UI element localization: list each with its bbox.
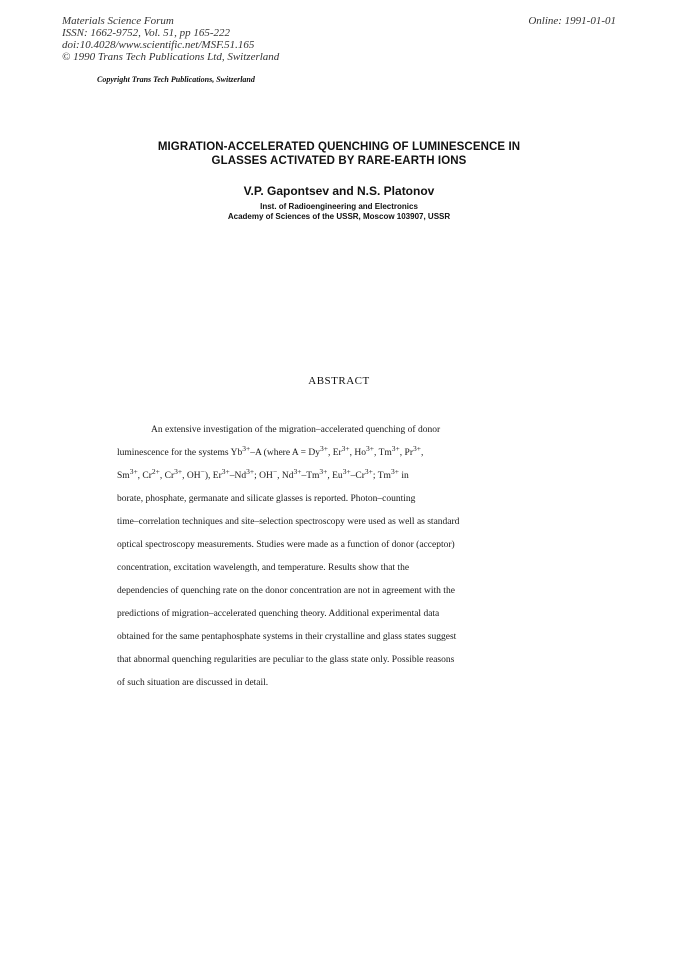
abstract-line	[117, 465, 547, 488]
scan-copyright-stamp: Copyright Trans Tech Publications, Switzerland	[97, 75, 255, 84]
text-run: –Tm	[301, 471, 320, 481]
text-run: , Tm	[374, 448, 392, 458]
text-run: , Ho	[349, 448, 367, 458]
online-date: Online: 1991-01-01	[528, 15, 616, 27]
text-run: Sm	[117, 471, 130, 481]
doi-line: doi:10.4028/www.scientific.net/MSF.51.165	[62, 39, 255, 51]
abstract-line: predictions of migration–accelerated quenching theory. Additional experimental data	[117, 609, 440, 619]
text-run: –Cr	[350, 471, 365, 481]
abstract-line: An extensive investigation of the migration–accelerated quenching of donor	[151, 425, 441, 435]
superscript: 3+	[342, 467, 351, 476]
text-run: –Nd	[229, 471, 247, 481]
superscript: 3+	[221, 467, 230, 476]
text-run: , OH	[182, 471, 201, 481]
abstract-heading: ABSTRACT	[308, 375, 370, 387]
text-run: in	[398, 471, 409, 481]
issn-line: ISSN: 1662-9752, Vol. 51, pp 165-222	[62, 27, 231, 39]
journal-name: Materials Science Forum	[62, 15, 174, 27]
text-run: ; Tm	[372, 471, 391, 481]
superscript: 3+	[412, 444, 421, 453]
superscript: 3+	[319, 444, 328, 453]
abstract-line: of such situation are discussed in detail.	[117, 678, 269, 688]
title-line-2: GLASSES ACTIVATED BY RARE-EARTH IONS	[211, 155, 467, 167]
text-run: ; OH	[254, 471, 273, 481]
superscript: 3+	[390, 467, 399, 476]
abstract-line	[117, 442, 547, 465]
superscript: −	[200, 467, 205, 476]
superscript: 3+	[341, 444, 350, 453]
text-run: , Eu	[327, 471, 343, 481]
superscript: 3+	[129, 467, 138, 476]
text-run: –A (where A = Dy	[250, 448, 320, 458]
affiliation-line-1: Inst. of Radioengineering and Electronics	[260, 202, 418, 211]
superscript: 2+	[151, 467, 160, 476]
affiliation	[0, 202, 678, 222]
superscript: 3+	[242, 444, 251, 453]
text-run: , Cr	[137, 471, 152, 481]
affiliation-line-2: Academy of Sciences of the USSR, Moscow 103907, USSR	[227, 212, 451, 221]
text-run: ,	[420, 448, 424, 458]
abstract-line: time–correlation techniques and site–selection spectroscopy were used as well as standard	[117, 517, 460, 527]
publication-header	[62, 15, 279, 63]
superscript: 3+	[174, 467, 183, 476]
authors: V.P. Gapontsev and N.S. Platonov	[243, 184, 435, 198]
abstract-line: that abnormal quenching regularities are peculiar to the glass state only. Possible reasons	[117, 655, 455, 665]
abstract-line: dependencies of quenching rate on the donor concentration are not in agreement with the	[117, 586, 455, 596]
abstract-line: optical spectroscopy measurements. Studies were made as a function of donor (acceptor)	[117, 540, 455, 550]
paper-title	[0, 140, 678, 168]
superscript: 3+	[364, 467, 373, 476]
text-run: , Pr	[399, 448, 413, 458]
abstract-body	[117, 419, 547, 695]
title-line-1: MIGRATION-ACCELERATED QUENCHING OF LUMINESCENCE IN	[157, 141, 521, 153]
superscript: 3+	[319, 467, 328, 476]
text-run: , Cr	[159, 471, 175, 481]
superscript: −	[272, 467, 278, 476]
text-run: luminescence for the systems Yb	[117, 448, 243, 458]
superscript: 3+	[391, 444, 400, 453]
superscript: 3+	[293, 467, 302, 476]
copyright-line: © 1990 Trans Tech Publications Ltd, Switzerland	[62, 51, 280, 63]
text-run: , Nd	[277, 471, 294, 481]
text-run: ), Er	[204, 471, 222, 481]
abstract-line: borate, phosphate, germanate and silicate glasses is reported. Photon–counting	[117, 494, 416, 504]
superscript: 3+	[246, 467, 255, 476]
abstract-line: obtained for the same pentaphosphate systems in their crystalline and glass states suggest	[117, 632, 457, 642]
abstract-line: concentration, excitation wavelength, and temperature. Results show that the	[117, 563, 410, 573]
superscript: 3+	[366, 444, 375, 453]
text-run: , Er	[327, 448, 342, 458]
